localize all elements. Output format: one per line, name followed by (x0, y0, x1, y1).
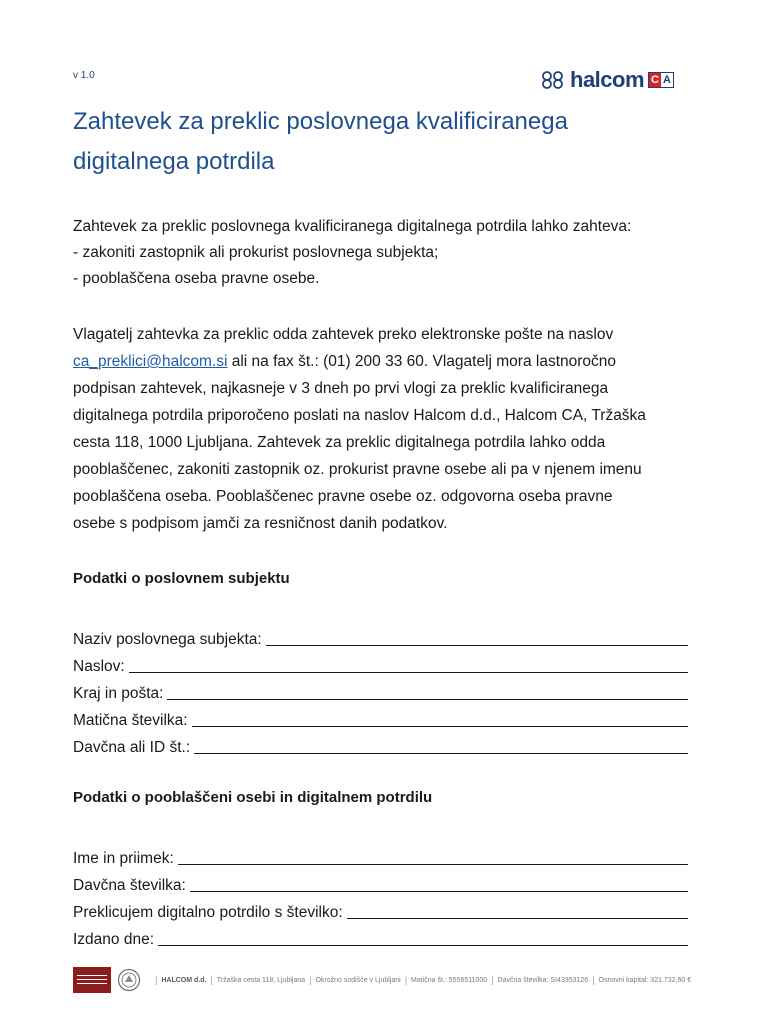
tax-number-input[interactable] (190, 873, 688, 892)
footer-address: Tržaška cesta 118, Ljubljana (216, 976, 306, 984)
certification-logo (73, 967, 111, 993)
section-heading-authorized-person: Podatki o pooblaščeni osebi in digitalnem potrdilu (73, 789, 433, 806)
company-info: | HALCOM d.d. | Tržaška cesta 118, Ljubljana | Okrožno sodišče v Ljubljani | Matična št.: 5556511000 | Davčna številka: SI43353126 | Osnovni kapital: 321.732,60 € (155, 975, 692, 985)
field-label: Naslov: (73, 658, 125, 675)
halcom-logo (540, 66, 674, 94)
field-registration-number (73, 704, 688, 731)
field-label: Preklicujem digitalno potrdilo s številko: (73, 904, 343, 921)
document-title (73, 102, 693, 182)
city-postcode-input[interactable] (167, 681, 688, 700)
body-line-5: cesta 118, 1000 Ljubljana. Zahtevek za preklic digitalnega potrdila lahko odda (73, 434, 606, 451)
ca-badge-c: C (649, 73, 661, 87)
ca-badge (648, 72, 674, 88)
field-certificate-number (73, 896, 688, 923)
footer-court: Okrožno sodišče v Ljubljani (315, 976, 401, 984)
footer-capital: Osnovni kapital: 321.732,60 € (598, 976, 692, 984)
registration-number-input[interactable] (192, 708, 688, 727)
instructions-paragraph (73, 321, 703, 537)
intro-line-1: Zahtevek za preklic poslovnega kvalificiranega digitalnega potrdila lahko zahteva: (73, 218, 632, 235)
field-label: Kraj in pošta: (73, 685, 164, 702)
field-tax-number (73, 869, 688, 896)
footer-tax-number: Davčna številka: SI43353126 (497, 976, 589, 984)
footer-company: HALCOM d.d. (161, 976, 207, 984)
body-line-6: pooblaščenec, zakoniti zastopnik oz. prokurist pravne osebe ali pa v njenem imenu (73, 461, 642, 478)
footer-reg-number: Matična št.: 5556511000 (411, 976, 488, 984)
section-heading-business: Podatki o poslovnem subjektu (73, 570, 290, 587)
halcom-symbol-icon (540, 69, 568, 91)
field-label: Naziv poslovnega subjekta: (73, 631, 262, 648)
field-label: Ime in priimek: (73, 850, 174, 867)
body-line-1: Vlagatelj zahtevka za preklic odda zahtevek preko elektronske pošte na naslov (73, 326, 614, 343)
issue-date-input[interactable] (158, 927, 688, 946)
field-label: Matična številka: (73, 712, 188, 729)
intro-line-2: - zakoniti zastopnik ali prokurist poslovnega subjekta; (73, 244, 439, 261)
field-label: Davčna ali ID št.: (73, 739, 191, 756)
body-line-4: digitalnega potrdila priporočeno poslati na naslov Halcom d.d., Halcom CA, Tržaška (73, 407, 646, 424)
field-business-name (73, 623, 688, 650)
field-tax-id (73, 731, 688, 758)
tax-id-input[interactable] (194, 735, 688, 754)
field-city-postcode (73, 677, 688, 704)
intro-paragraph (73, 214, 703, 292)
business-name-input[interactable] (266, 627, 688, 646)
title-line-1: Zahtevek za preklic poslovnega kvalificiranega (73, 108, 568, 135)
page-footer (73, 965, 698, 995)
body-line-2-rest: ali na fax št.: (01) 200 33 60. Vlagatelj mora lastnoročno (227, 353, 617, 370)
title-line-2: digitalnega potrdila (73, 148, 275, 175)
version-label: v 1.0 (73, 70, 95, 81)
field-label: Izdano dne: (73, 931, 155, 948)
body-line-8: osebe s podpisom jamči za resničnost danih podatkov. (73, 515, 448, 532)
certificate-number-input[interactable] (347, 900, 688, 919)
full-name-input[interactable] (178, 846, 688, 865)
ca-badge-a: A (661, 73, 673, 87)
quality-seal-icon (117, 968, 141, 992)
authorized-person-fields (73, 842, 688, 950)
field-full-name (73, 842, 688, 869)
business-fields (73, 623, 688, 758)
address-input[interactable] (129, 654, 688, 673)
email-link[interactable]: ca_preklici@halcom.si (73, 353, 228, 370)
field-label: Davčna številka: (73, 877, 186, 894)
field-address (73, 650, 688, 677)
halcom-wordmark: halcom (570, 67, 645, 92)
intro-line-3: - pooblaščena oseba pravne osebe. (73, 270, 320, 287)
body-line-3: podpisan zahtevek, najkasneje v 3 dneh po prvi vlogi za preklic kvalificiranega (73, 380, 609, 397)
field-issue-date (73, 923, 688, 950)
body-line-7: pooblaščena oseba. Pooblaščenec pravne osebe oz. odgovorna oseba pravne (73, 488, 613, 505)
body-line-2 (73, 348, 703, 375)
